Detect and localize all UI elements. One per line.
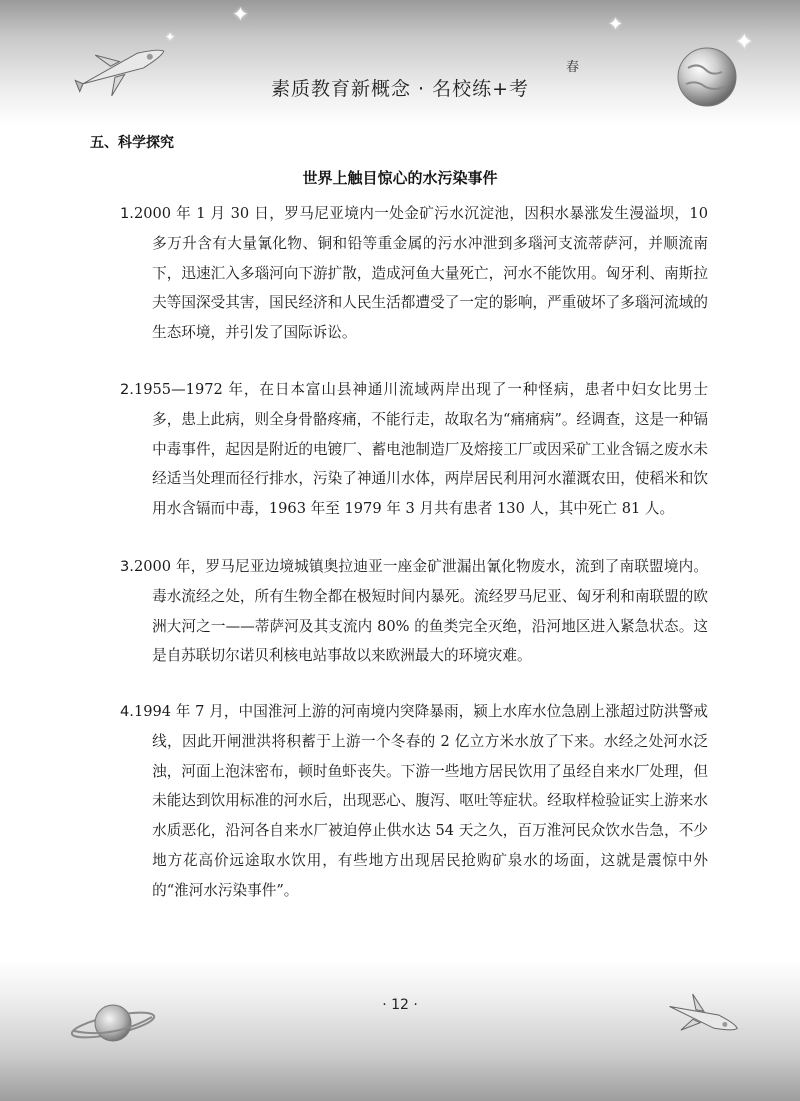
- article-title: 世界上触目惊心的水污染事件: [302, 169, 498, 187]
- item-number: 1.: [120, 205, 134, 222]
- list-item: [120, 199, 708, 348]
- item-number: 2.: [120, 381, 134, 398]
- sparkle-icon: ✦: [165, 30, 176, 44]
- item-text: 1955—1972 年，在日本富山县神通川流域两岸出现了一种怪病，患者中妇女比男士多，患上此病，则全身骨骼疼痛，不能行走，故取名为“痛痛病”。经调查，这是一种镉中毒事件，起因是附近的电镀厂、蓄电池制造厂及熔接工厂或因采矿工业含镉之废水未经适当处理而径行排水，污染了神通川水体，两岸居民利用河水灌溉农田，使稻米和饮用水含镉而中毒，1963 年至 1979 年 3 月共有患者 130 人，其中死亡 81 人。: [133, 381, 708, 518]
- season-badge: 春: [566, 60, 580, 75]
- item-number: 4.: [120, 703, 134, 720]
- page-header-title: 素质教育新概念 · 名校练+考: [270, 78, 530, 100]
- section-heading: 五、科学探究: [90, 135, 174, 151]
- list-item: [120, 552, 708, 671]
- sparkle-icon: ✦: [232, 2, 249, 26]
- item-number: 3.: [120, 558, 134, 575]
- item-text: 2000 年，罗马尼亚边境城镇奥拉迪亚一座金矿泄漏出氰化物废水，流到了南联盟境内。毒水流经之处，所有生物全都在极短时间内暴死。流经罗马尼亚、匈牙利和南联盟的欧洲大河之一——蒂萨河及其支流内 80% 的鱼类完全灭绝，沿河地区进入紧急状态。这是自苏联切尔诺贝利核电站事故以来欧洲最大的环境灾难。: [133, 558, 708, 665]
- item-text: 1994 年 7 月，中国淮河上游的河南境内突降暴雨，颍上水库水位急剧上涨超过防洪警戒线，因此开闸泄洪将积蓄于上游一个冬春的 2 亿立方米水放了下来。水经之处河水泛浊，河面上泡沫密布，顿时鱼虾丧失。下游一些地方居民饮用了虽经自来水厂处理，但未能达到饮用标准的河水后，出现恶心、腹泻、呕吐等症状。经取样检验证实上游来水水质恶化，沿河各自来水厂被迫停止供水达 54 天之久，百万淮河民众饮水告急，不少地方花高价远途取水饮用，有些地方出现居民抢购矿泉水的场面，这就是震惊中外的“淮河水污染事件”。: [133, 703, 708, 899]
- list-item: [120, 697, 708, 906]
- sparkle-icon: ✦: [608, 14, 624, 35]
- page-number: · 12 ·: [382, 997, 418, 1013]
- sparkle-icon: ✦: [735, 30, 754, 55]
- list-item: [120, 375, 708, 524]
- item-text: 2000 年 1 月 30 日，罗马尼亚境内一处金矿污水沉淀池，因积水暴涨发生漫溢坝，10 多万升含有大量氰化物、铜和铅等重金属的污水冲泄到多瑙河支流蒂萨河，并顺流南下，迅速汇入多瑙河向下游扩散，造成河鱼大量死亡，河水不能饮用。匈牙利、南斯拉夫等国深受其害，国民经济和人民生活都遭受了一定的影响，严重破坏了多瑙河流域的生态环境，并引发了国际诉讼。: [133, 205, 708, 342]
